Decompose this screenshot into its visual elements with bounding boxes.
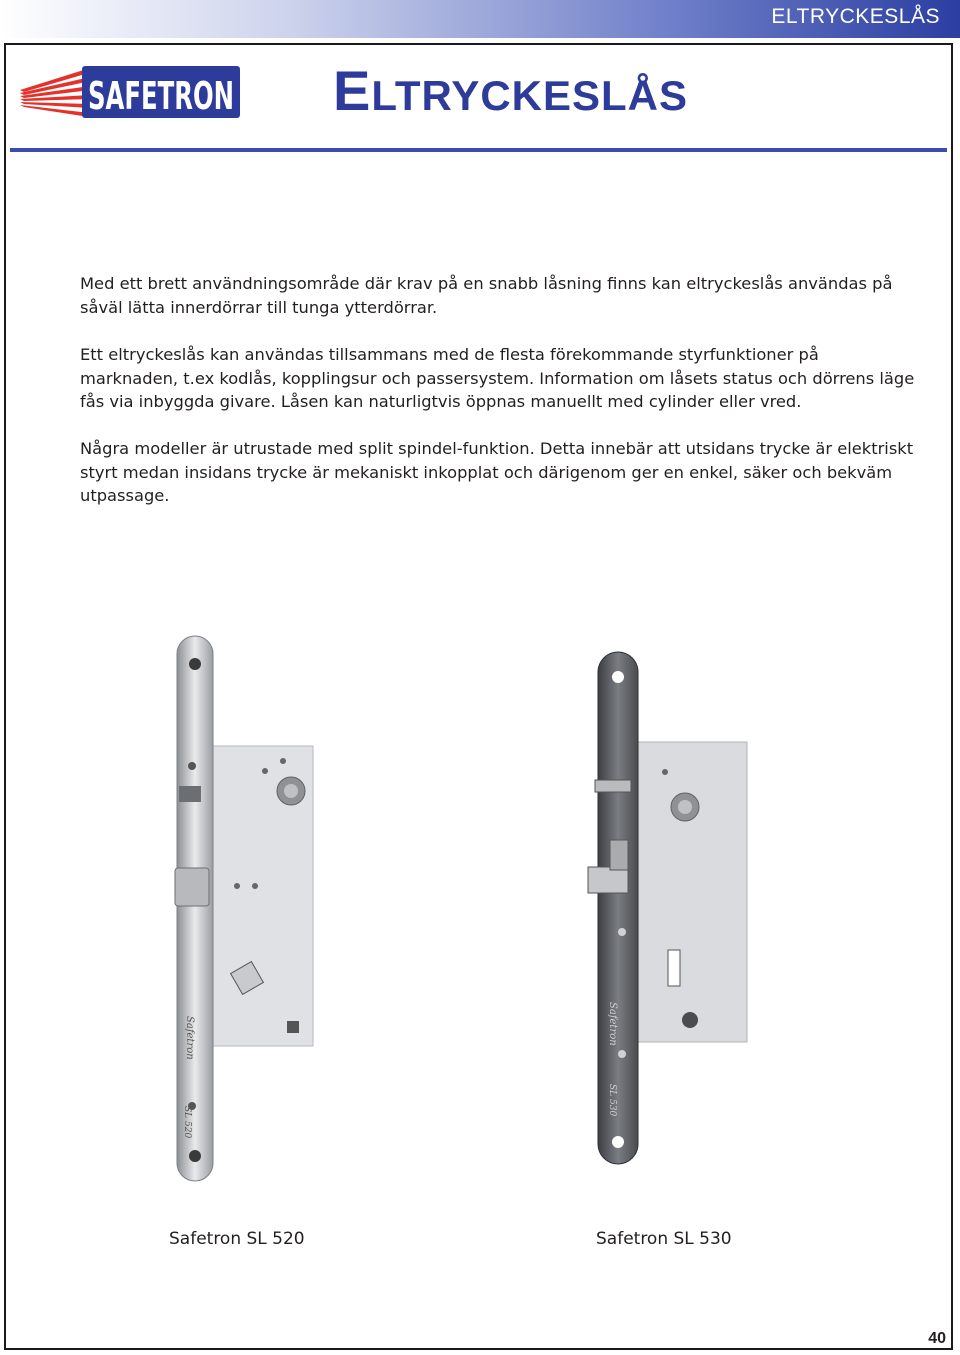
lock-engraving-model: SL 530 (607, 1084, 617, 1117)
logo-speed-stripes (20, 68, 92, 117)
logo-text: SAFETRON (88, 74, 234, 118)
usage-paragraph: Ett eltryckeslås kan användas tillsammans med de flesta förekommande styrfunktioner på marknaden, t.ex kodlås, kopplingsur och passersystem. Information om låsets status och dörrens läge fås via inbyggda givare. Låsen kan naturligtvis öppnas manuellt med cylinder eller vred. (80, 345, 915, 411)
safetron-logo (20, 62, 242, 124)
page-title: ELTRYCKESLÅS (333, 59, 689, 122)
split-spindle-paragraph: Några modeller är utrustade med split spindel-funktion. Detta innebär att utsidans trycke är elektriskt styrt medan insidans trycke är mekaniskt inkopplat och därigenom ger en enkel, säker och bekväm utpassage. (80, 439, 914, 505)
lock-image-sl530 (540, 642, 755, 1174)
page-number: 40 (928, 1330, 946, 1347)
lock-engraving-brand: Safetron (184, 1016, 195, 1060)
intro-paragraph: Med ett brett användningsområde där krav på en snabb låsning finns kan eltryckeslås användas på såväl lätta innerdörrar till tunga ytterdörrar. (80, 274, 893, 317)
title-underline (10, 148, 947, 152)
page-frame (4, 43, 953, 1350)
lock-engraving-model: SL 520 (182, 1106, 192, 1139)
caption-sl520: Safetron SL 520 (169, 1229, 305, 1249)
caption-sl530: Safetron SL 530 (596, 1229, 732, 1249)
top-header-bar (0, 0, 960, 38)
section-title: ELTRYCKESLÅS (771, 5, 940, 28)
lock-engraving-brand: Safetron (607, 1002, 618, 1046)
lock-image-sl520 (165, 636, 315, 1181)
